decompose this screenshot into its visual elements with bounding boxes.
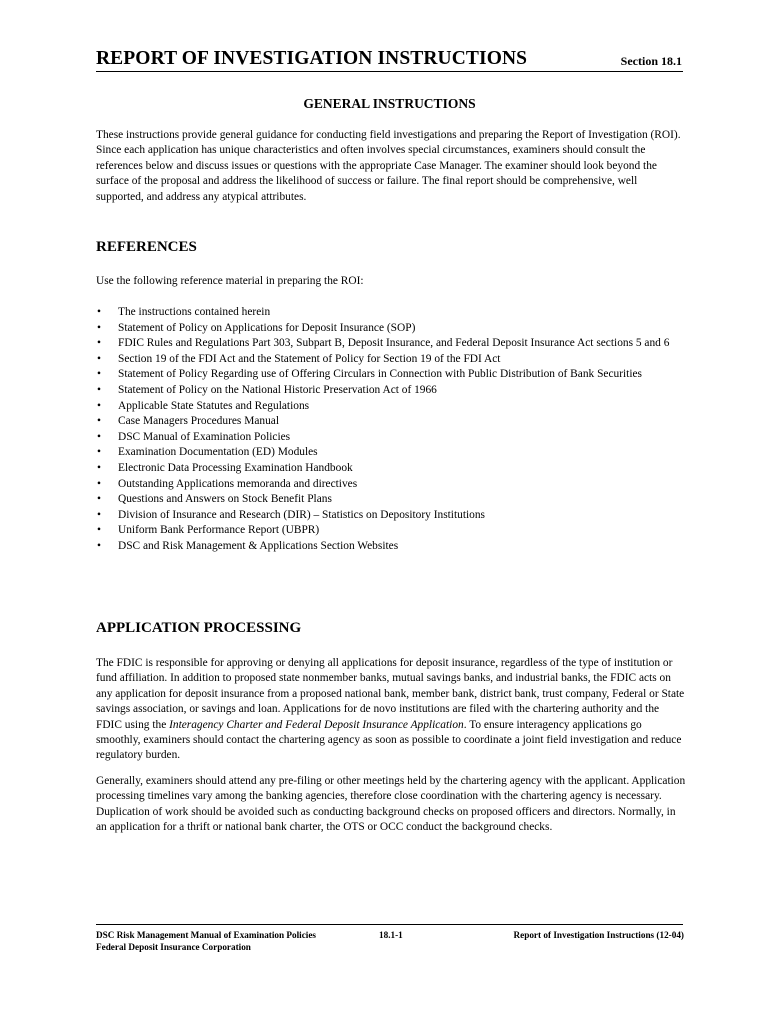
general-instructions-paragraph: These instructions provide general guidance for conducting field investigations and preparing the Report of Investigation (ROI). Since each application has unique characteristics and often involves special circumstances, examiners should consult the references below and discuss issues or questions with the appropriate Case Manager. The examiner should look beyond the surface of the proposal and address the likelihood of success or failure. The final report should be comprehensive, well supported, and address any atypical attributes. bbox=[96, 129, 681, 203]
list-item: • The instructions contained herein bbox=[96, 305, 686, 321]
list-item: • DSC Manual of Examination Policies bbox=[96, 430, 686, 446]
paragraph-text: The FDIC is responsible for approving or denying all applications for deposit insurance, regardless of the type of institution or fund affiliation. In addition to proposed state nonmember banks, mutual savings banks, and industrial banks, the FDIC acts on any application for deposit insurance from a proposed national bank, member bank, district bank, trust company, Federal or State savings association, or savings and loan. Applications for de novo institutions are filed with the chartering authority and the FDIC using the bbox=[96, 657, 685, 731]
list-item: • Uniform Bank Performance Report (UBPR) bbox=[96, 523, 686, 539]
footer-page-number: 18.1-1 bbox=[379, 930, 403, 940]
list-item: • Statement of Policy on the National Historic Preservation Act of 1966 bbox=[96, 383, 686, 399]
paragraph-text: . To ensure interagency applications go smoothly, examiners should contact the chartering agency as soon as possible to coordinate a joint field investigation and reduce regulatory burden. bbox=[96, 718, 682, 762]
list-item: • Division of Insurance and Research (DIR) – Statistics on Depository Institutions bbox=[96, 508, 686, 524]
list-item: • DSC and Risk Management & Applications Section Websites bbox=[96, 539, 686, 555]
references-heading: REFERENCES bbox=[96, 239, 197, 255]
header-divider bbox=[96, 71, 683, 72]
list-item: • Case Managers Procedures Manual bbox=[96, 414, 686, 430]
list-item: • Statement of Policy Regarding use of Offering Circulars in Connection with Public Distribution of Bank Securities bbox=[96, 367, 686, 383]
page-header bbox=[96, 48, 682, 72]
application-processing-paragraph-1 bbox=[96, 656, 686, 764]
footer-document-name: Report of Investigation Instructions (12-04) bbox=[513, 930, 684, 940]
document-title: REPORT OF INVESTIGATION INSTRUCTIONS bbox=[96, 48, 528, 69]
list-item: • Section 19 of the FDI Act and the Statement of Policy for Section 19 of the FDI Act bbox=[96, 352, 686, 368]
references-list bbox=[96, 305, 686, 555]
list-item: • Questions and Answers on Stock Benefit Plans bbox=[96, 492, 686, 508]
list-item: • Examination Documentation (ED) Modules bbox=[96, 445, 686, 461]
list-item: • Electronic Data Processing Examination Handbook bbox=[96, 461, 686, 477]
list-item: • FDIC Rules and Regulations Part 303, Subpart B, Deposit Insurance, and Federal Deposit Insurance Act sections 5 and 6 bbox=[96, 336, 686, 352]
list-item: • Statement of Policy on Applications for Deposit Insurance (SOP) bbox=[96, 321, 686, 337]
section-number: Section 18.1 bbox=[620, 54, 682, 68]
general-instructions-heading: GENERAL INSTRUCTIONS bbox=[303, 96, 476, 111]
footer-manual-title: DSC Risk Management Manual of Examination Policies bbox=[96, 930, 316, 940]
footer-organization: Federal Deposit Insurance Corporation bbox=[96, 942, 251, 952]
references-intro: Use the following reference material in preparing the ROI: bbox=[96, 275, 364, 287]
list-item: • Outstanding Applications memoranda and directives bbox=[96, 477, 686, 493]
application-processing-heading: APPLICATION PROCESSING bbox=[96, 620, 302, 636]
application-form-title: Interagency Charter and Federal Deposit Insurance Application bbox=[169, 718, 464, 731]
footer-divider bbox=[96, 924, 683, 925]
list-item: • Applicable State Statutes and Regulations bbox=[96, 399, 686, 415]
application-processing-paragraph-2: Generally, examiners should attend any pre-filing or other meetings held by the chartering agency with the applicant. Application processing timelines vary among the banking agencies, therefore close coordination with the chartering agency is necessary. Duplication of work should be avoided such as conducting background checks on proposed officers and directors. Normally, in an application for a thrift or national bank charter, the OTS or OCC conduct the background checks. bbox=[96, 775, 686, 834]
